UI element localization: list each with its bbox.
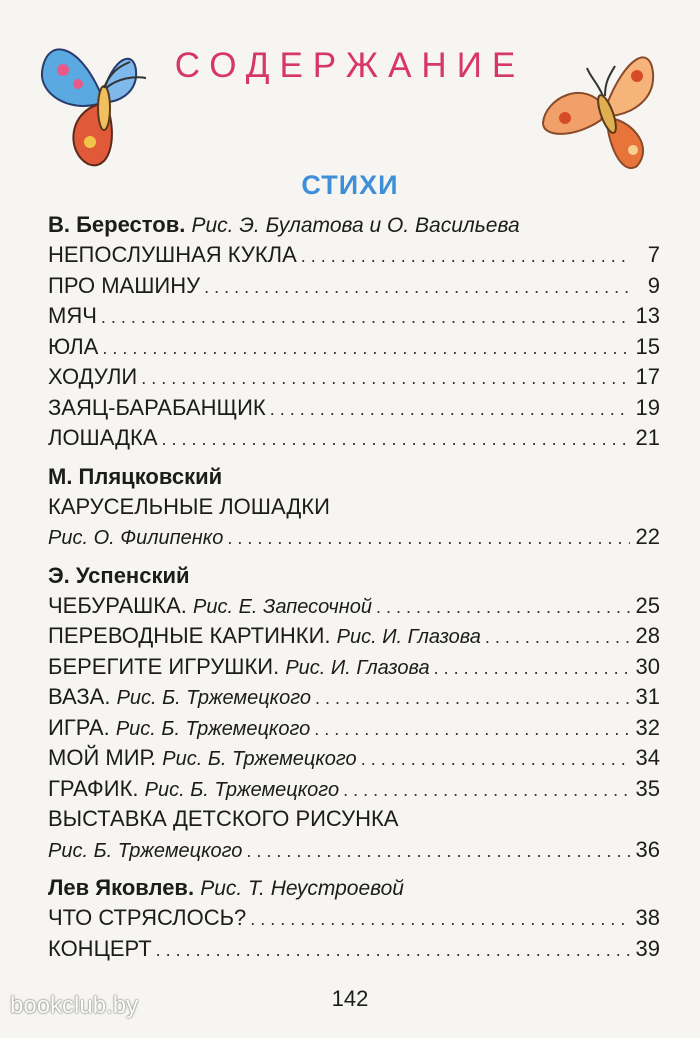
entry-page: 34 [635, 745, 660, 770]
entry-illustrator: Рис. О. Филипенко [48, 527, 224, 549]
entry-title: ЧЕБУРАШКА. [48, 592, 187, 618]
entry-page: 7 [647, 242, 660, 267]
entry-page: 9 [647, 272, 660, 298]
entry-page: 15 [635, 333, 660, 359]
entry-illustrator: Рис. И. Глазова [336, 626, 481, 648]
entry-title: ЗАЯЦ-БАРАБАНЩИК [48, 394, 266, 420]
author-name: Э. Успенский [48, 562, 190, 588]
entry-page: 17 [635, 364, 660, 389]
entry-page: 13 [635, 303, 660, 328]
entry-illustrator: Рис. И. Глазова [285, 656, 430, 679]
entry-illustrator: Рис. Б. Тржемецкого [115, 717, 311, 740]
toc-entry[interactable] [48, 621, 660, 652]
entry-title: ВАЗА. [48, 684, 111, 709]
toc-entry[interactable] [48, 271, 660, 302]
entry-title: ПРО МАШИНУ [48, 272, 201, 298]
entry-page: 32 [635, 714, 660, 740]
author-heading [48, 873, 660, 903]
entry-title: КОНЦЕРТ [48, 935, 152, 961]
entry-page: 39 [635, 935, 660, 961]
author-heading [48, 462, 660, 492]
entry-title[interactable]: КАРУСЕЛЬНЫЕ ЛОШАДКИ [48, 493, 330, 519]
entry-illustrator: Рис. Е. Запесочной [193, 595, 372, 618]
entry-title: МЯЧ [48, 303, 97, 328]
entry-title: ЛОШАДКА [48, 425, 158, 450]
toc-entry[interactable] [48, 332, 660, 363]
entry-title: ХОДУЛИ [48, 364, 138, 389]
entry-page: 31 [635, 684, 660, 709]
entry-title: НЕПОСЛУШНАЯ КУКЛА [48, 242, 297, 267]
toc-entry[interactable] [48, 301, 660, 332]
toc-entry[interactable] [48, 423, 660, 454]
watermark: bookclub.by [10, 992, 139, 1019]
entry-page: 36 [635, 836, 660, 862]
table-of-contents [48, 210, 660, 964]
entry-title: БЕРЕГИТЕ ИГРУШКИ. [48, 653, 280, 679]
toc-entry[interactable] [48, 835, 660, 866]
entry-title: ЧТО СТРЯСЛОСЬ? [48, 905, 247, 930]
entry-page: 22 [635, 524, 660, 549]
entry-page: 25 [635, 592, 660, 618]
entry-illustrator: Рис. Б. Тржемецкого [162, 748, 357, 770]
entry-page: 19 [635, 394, 660, 420]
entry-title: ЮЛА [48, 333, 99, 359]
toc-entry[interactable] [48, 591, 660, 622]
toc-entry[interactable] [48, 522, 660, 553]
entry-title: МОЙ МИР. [48, 745, 157, 770]
entry-illustrator: Рис. Б. Тржемецкого [144, 778, 340, 801]
toc-entry[interactable] [48, 393, 660, 424]
entry-illustrator: Рис. Б. Тржемецкого [48, 839, 243, 862]
author-heading [48, 561, 660, 591]
author-name: Лев Яковлев. [48, 875, 195, 900]
author-illustrator: Рис. Э. Булатова и О. Васильева [191, 214, 520, 237]
toc-entry[interactable] [48, 743, 660, 774]
entry-page: 38 [635, 905, 660, 930]
entry-title[interactable]: ВЫСТАВКА ДЕТСКОГО РИСУНКА [48, 806, 399, 831]
entry-page: 35 [635, 775, 660, 801]
toc-entry[interactable] [48, 903, 660, 934]
author-name: В. Берестов. [48, 212, 186, 237]
page-number: 142 [331, 986, 369, 1011]
author-illustrator: Рис. Т. Неустроевой [200, 877, 404, 900]
entry-illustrator: Рис. Б. Тржемецкого [116, 687, 311, 709]
author-name: М. Пляцковский [48, 463, 223, 489]
author-heading [48, 210, 660, 240]
entry-title: ПЕРЕВОДНЫЕ КАРТИНКИ. [48, 623, 331, 648]
entry-page: 28 [635, 623, 660, 648]
toc-entry[interactable] [48, 934, 660, 965]
toc-entry[interactable] [48, 774, 660, 805]
section-title: СТИХИ [301, 170, 399, 200]
toc-entry[interactable] [48, 362, 660, 393]
toc-entry[interactable] [48, 652, 660, 683]
page-title: СОДЕРЖАНИЕ [174, 46, 526, 85]
entry-title: ГРАФИК. [48, 775, 139, 801]
entry-page: 30 [635, 653, 660, 679]
toc-entry[interactable] [48, 713, 660, 744]
toc-entry[interactable] [48, 682, 660, 713]
entry-title: ИГРА. [48, 714, 110, 740]
entry-page: 21 [635, 425, 660, 450]
toc-entry[interactable] [48, 240, 660, 271]
